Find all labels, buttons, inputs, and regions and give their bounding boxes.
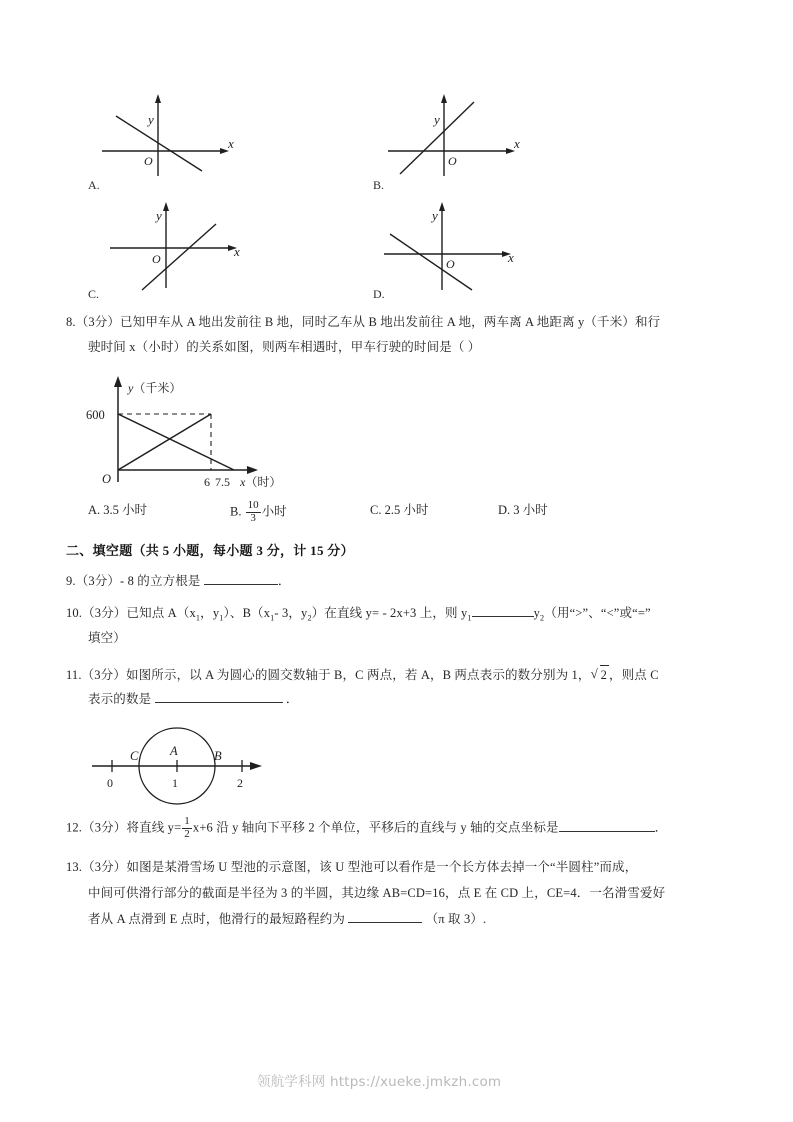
- option-figure-c: [104, 198, 254, 298]
- numline-tick-0: 0: [107, 776, 113, 790]
- q11-text-part-1: 如图所示，以 A 为圆心的圆交数轴于 B，C 两点，若 A，B 两点表示的数分别为 1，: [125, 668, 591, 682]
- q10-text-part-6: y: [533, 606, 541, 620]
- question-13-line-1: [66, 858, 746, 877]
- fraction-numerator: 1: [184, 815, 190, 827]
- fraction-denominator: 3: [246, 512, 261, 525]
- choice-c-text: 2.5 小时: [384, 503, 429, 517]
- choice-d-text: 3 小时: [513, 503, 548, 517]
- question-10-score: （3分）: [82, 606, 127, 620]
- axis-label-y: y: [156, 208, 162, 223]
- question-10-answer-blank[interactable]: [472, 616, 534, 617]
- option-letter-a: A.: [88, 178, 100, 192]
- question-8-number: 8.: [66, 315, 76, 329]
- q10-sub-1: 1: [195, 613, 201, 623]
- question-12-score: （3分）: [82, 820, 127, 835]
- q11-radicand: 2: [600, 665, 609, 685]
- origin-label: O: [144, 154, 153, 168]
- question-9-text: - 8 的立方根是: [120, 574, 201, 588]
- choice-b-tag: B.: [230, 504, 242, 519]
- question-8-choice-a[interactable]: [88, 500, 147, 518]
- axis-label-x: x: [514, 136, 520, 151]
- question-8-choice-b[interactable]: [230, 500, 287, 525]
- option-figure-a: [96, 88, 246, 188]
- option-figure-b: [382, 88, 532, 188]
- q10-sub-3: 1: [270, 613, 275, 623]
- q11-line2-text: 表示的数是: [88, 692, 152, 706]
- question-9-period: ．: [277, 574, 291, 588]
- axis-label-y: y: [148, 112, 154, 127]
- origin-label: O: [446, 257, 455, 271]
- q13-note: （π 取 3）.: [425, 912, 487, 926]
- choice-c-tag: C.: [370, 503, 382, 517]
- q11-text-part-2: ，则点 C: [609, 668, 659, 682]
- q12-text-part-2: x+6 沿 y 轴向下平移 2 个单位，平移后的直线与 y 轴的交点坐标是: [192, 820, 559, 835]
- question-10-line-1: [66, 604, 742, 625]
- question-11-figure: [82, 722, 312, 815]
- section-2-heading: 二、填空题（共 5 小题，每小题 3 分，计 15 分）: [66, 543, 354, 558]
- chart-x-axis-label: x（时）: [240, 475, 282, 489]
- question-9-score: （3分）: [75, 574, 121, 588]
- chart-x-tick-6: 6: [204, 475, 210, 489]
- q10-sub-4: 2: [307, 613, 312, 623]
- question-11-line-2: [88, 690, 298, 709]
- question-8-choice-d[interactable]: [498, 500, 548, 518]
- q10-sub-5: 1: [467, 613, 472, 623]
- question-13-line-2: 中间可供滑行部分的截面是半径为 3 的半圆，其边缘 AB=CD=16，点 E 在 CD 上，CE=4．一名滑雪爱好: [88, 886, 666, 900]
- option-figure-d: [380, 198, 530, 298]
- choice-d-tag: D.: [498, 503, 511, 517]
- question-8-figure: [78, 366, 298, 499]
- fraction-numerator: 10: [247, 499, 259, 511]
- q10-sub-6: 2: [540, 613, 545, 623]
- question-8-choice-c[interactable]: [370, 500, 428, 518]
- origin-label: O: [448, 154, 457, 168]
- question-8-score: （3分）: [75, 315, 121, 329]
- q12-period: ．: [654, 820, 668, 835]
- question-13-number: 13.: [66, 860, 83, 874]
- numline-point-c: C: [130, 749, 139, 763]
- question-12: [66, 816, 746, 841]
- chart-x-tick-75: 7.5: [215, 475, 230, 489]
- q10-text-part-2: ，y: [200, 606, 220, 620]
- chart-y-axis-label: y（千米）: [128, 381, 182, 395]
- q10-text-part-5: ）在直线 y= - 2x+3 上，则 y: [311, 606, 468, 620]
- q10-text-part-7: （用“>”、“<”或“=”: [544, 606, 651, 620]
- option-letter-b: B.: [373, 178, 385, 192]
- numline-point-a: A: [170, 744, 178, 758]
- question-11-answer-blank[interactable]: [155, 702, 283, 703]
- question-11-score: （3分）: [81, 668, 126, 682]
- choice-a-text: 3.5 小时: [103, 503, 148, 517]
- fraction-denominator: 2: [184, 827, 190, 840]
- question-9-answer-blank[interactable]: [204, 584, 278, 585]
- choice-a-tag: A.: [88, 503, 101, 517]
- axis-label-x: x: [228, 136, 234, 151]
- sqrt-icon: [591, 665, 609, 685]
- numline-tick-1: 1: [172, 776, 178, 790]
- question-8-line-1: [66, 313, 738, 332]
- question-13-line-3: [88, 910, 748, 929]
- question-12-number: 12.: [66, 820, 83, 835]
- q13-text-line-1: 如图是某滑雪场 U 型池的示意图，该 U 型池可以看作是一个长方体去掉一个“半圆柱”而成，: [126, 860, 638, 874]
- numline-tick-2: 2: [237, 776, 243, 790]
- choice-b-text: 小时: [261, 504, 287, 519]
- question-10-number: 10.: [66, 606, 83, 620]
- axis-label-x: x: [508, 250, 514, 265]
- origin-label: O: [152, 252, 161, 266]
- question-10-line-2: 填空）: [88, 631, 126, 645]
- q10-sub-2: 1: [219, 613, 224, 623]
- option-letter-d: D.: [373, 287, 385, 301]
- q13-text-line-3: 者从 A 点滑到 E 点时，他滑行的最短路程约为: [88, 912, 346, 926]
- q12-text-part-1: 将直线 y=: [126, 820, 182, 835]
- question-9-number: 9.: [66, 574, 76, 588]
- question-13-answer-blank[interactable]: [348, 922, 422, 923]
- chart-y-tick-600: 600: [86, 408, 105, 422]
- question-11-number: 11.: [66, 668, 82, 682]
- axis-label-y: y: [432, 208, 438, 223]
- choice-b-fraction: [246, 500, 261, 525]
- numline-point-b: B: [214, 749, 222, 763]
- question-8-text-1: 已知甲车从 A 地出发前往 B 地，同时乙车从 B 地出发前往 A 地，两车离 A 地距离 y（千米）和行: [120, 315, 661, 329]
- q10-text-part-4: - 3，y: [274, 606, 308, 620]
- axis-label-x: x: [234, 244, 240, 259]
- question-13-score: （3分）: [82, 860, 127, 874]
- option-letter-c: C.: [88, 287, 100, 301]
- q10-text-part-1: 已知点 A（x: [126, 606, 196, 620]
- q12-fraction: [182, 816, 192, 841]
- axis-label-y: y: [434, 112, 440, 127]
- question-12-answer-blank[interactable]: [559, 831, 655, 832]
- q11-period: ．: [285, 692, 299, 706]
- question-9: [66, 572, 291, 591]
- question-11-line-1: [66, 665, 746, 685]
- chart-origin-label: O: [102, 472, 112, 486]
- q10-text-part-3: ）、B（x: [223, 606, 271, 620]
- site-watermark: 领航学科网 https://xueke.jmkzh.com: [257, 1074, 502, 1090]
- question-8-line-2: 驶时间 x（小时）的关系如图，则两车相遇时，甲车行驶的时间是（ ）: [88, 340, 481, 354]
